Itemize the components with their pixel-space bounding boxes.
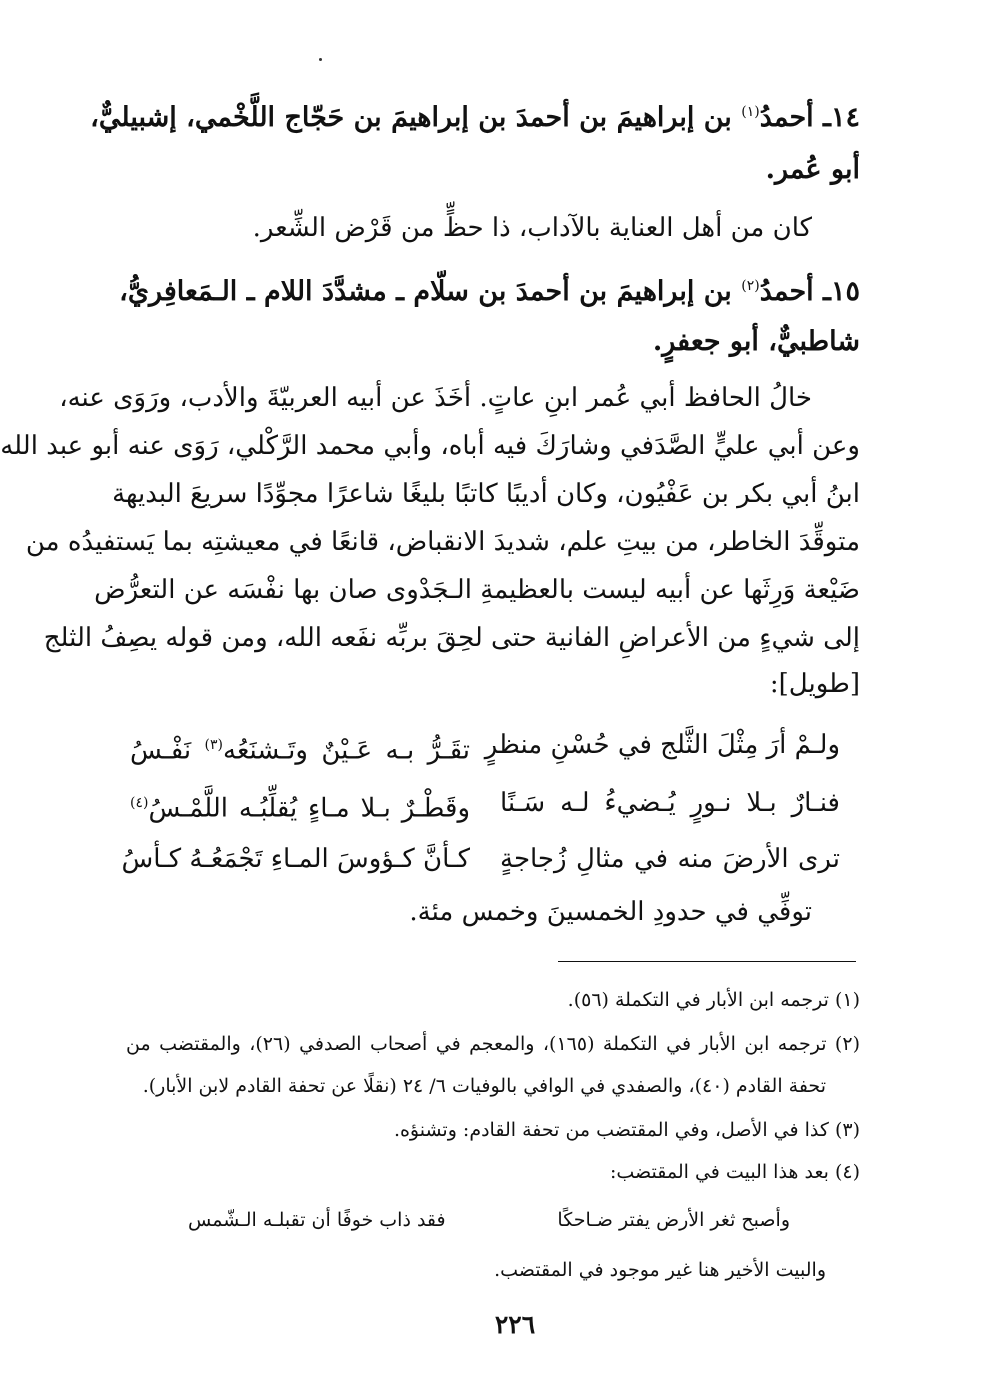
death-date: توفِّي في حدودِ الخمسينَ وخمس مئة.: [409, 897, 812, 927]
poem-verse: [130, 722, 860, 768]
footnote-1: (١) ترجمه ابن الأبار في التكملة (٥٦).: [567, 989, 860, 1011]
verse-first-hemistich: فنـارٌ بـلا نـورٍ يُـضيءُ لـه سَـنًا: [500, 788, 840, 818]
verse-second-hemistich: وقَطْـرٌ بـلا مـاءٍ يُقلِّبُـه اللَّمْـسُ$^{(٤)}$: [130, 793, 470, 824]
footnote-verse-second: فقد ذاب خوفًا أن تقبلـه الـشّمس: [188, 1209, 446, 1231]
footnote-2-line-1: (٢) ترجمه ابن الأبار في التكملة (١٦٥)، والمعجم في أصحاب الصدفي (٢٦)، والمقتضب من: [126, 1033, 860, 1055]
entry-14-heading-line-1: ١٤ـ أحمدُ$^{(١)}$ بن إبراهيمَ بن أحمدَ بن إبراهيمَ بن حَجّاج اللَّخْمي، إشبيليٌّ،: [90, 102, 860, 133]
verse-second-hemistich: كـأنَّ كـؤوسَ المـاءِ تَجْمَعُـهُ كـأسُ: [121, 844, 470, 874]
entry-15-heading-line-1: ١٥ـ أحمدُ$^{(٢)}$ بن إبراهيمَ بن أحمدَ بن سلّام ـ مشدَّدَ اللام ـ الـمَعافِريُّ،: [119, 276, 860, 307]
footnote-2-line-2: تحفة القادم (٤٠)، والصفدي في الوافي بالوفيات ٦/ ٢٤ (نقلًا عن تحفة القادم لابن الأبار).: [142, 1075, 826, 1097]
page-number: ٢٢٦: [494, 1310, 536, 1339]
entry-15-body-line: ضَيْعة وَرِثَها عن أبيه ليست بالعظيمةِ الـجَدْوى صان بها نفْسَه عن التعرُّض: [94, 575, 860, 605]
footnote-4-note: والبيت الأخير هنا غير موجود في المقتضب.: [494, 1259, 826, 1281]
entry-14-body: كان من أهل العناية بالآداب، ذا حظٍّ من قَرْض الشِّعر.: [252, 213, 812, 243]
entry-15-body-line: وعن أبي عليٍّ الصَّدَفي وشارَكَ فيه أباه، وأبي محمد الرَّكْلي، رَوَى عنه أبو عبد الله: [0, 431, 860, 461]
meter-label: [طويل]:: [769, 669, 860, 699]
entry-14-heading-line-2: أبو عُمر.: [765, 154, 860, 185]
footnote-ref-3[interactable]: (٣): [204, 737, 224, 753]
footnote-ref-2[interactable]: (٢): [741, 278, 760, 294]
entry-15-body-line: خالُ الحافظ أبي عُمر ابنِ عاتٍ. أخَذَ عن أبيه العربيّةَ والأدب، ورَوَى عنه،: [59, 383, 812, 413]
footnote-4-verse: [188, 1204, 860, 1236]
footnote-ref-4[interactable]: (٤): [130, 795, 149, 811]
entry-15-body-line: متوقِّدَ الخاطر، من بيتِ علم، شديدَ الانقباض، قانعًا في معيشتِه بما يَستفيدُه من: [25, 527, 860, 557]
footnote-4: (٤) بعد هذا البيت في المقتضب:: [610, 1161, 860, 1183]
verse-first-hemistich: ولـمْ أرَ مِثْلَ الثَّلج في حُسْنِ منظرٍ: [484, 730, 840, 760]
poem-verse: [121, 836, 860, 882]
footnote-ref-1[interactable]: (١): [741, 104, 760, 120]
verse-second-hemistich: تقَـرُّ بـه عَـيْنٌ وتَـشنَعُه$^{(٣)}$ نَفْـسُ: [130, 735, 471, 766]
entry-15-body-line: ابنُ أبي بكر بن عَفْيُون، وكان أديبًا كاتبًا بليغًا شاعرًا مجوِّدًا سريعَ البديهة: [112, 479, 860, 509]
footnote-separator: [558, 961, 856, 962]
verse-first-hemistich: ترى الأرضَ منه في مثالِ زُجاجةٍ: [500, 844, 840, 874]
entry-15-heading-line-2: شاطبيٌّ، أبو جعفرٍ.: [652, 326, 860, 357]
entry-15-body-line: إلى شيءٍ من الأعراضِ الفانية حتى لحِقَ بربِّه نفَعه الله، ومن قوله يصِفُ الثلج: [43, 623, 860, 653]
footnote-3: (٣) كذا في الأصل، وفي المقتضب من تحفة القادم: وتشنؤه.: [393, 1119, 860, 1141]
poem-verse: [130, 780, 860, 826]
page-speck: [319, 58, 322, 61]
footnote-verse-first: وأصبح ثغر الأرض يفتر ضـاحكًا: [557, 1209, 790, 1231]
